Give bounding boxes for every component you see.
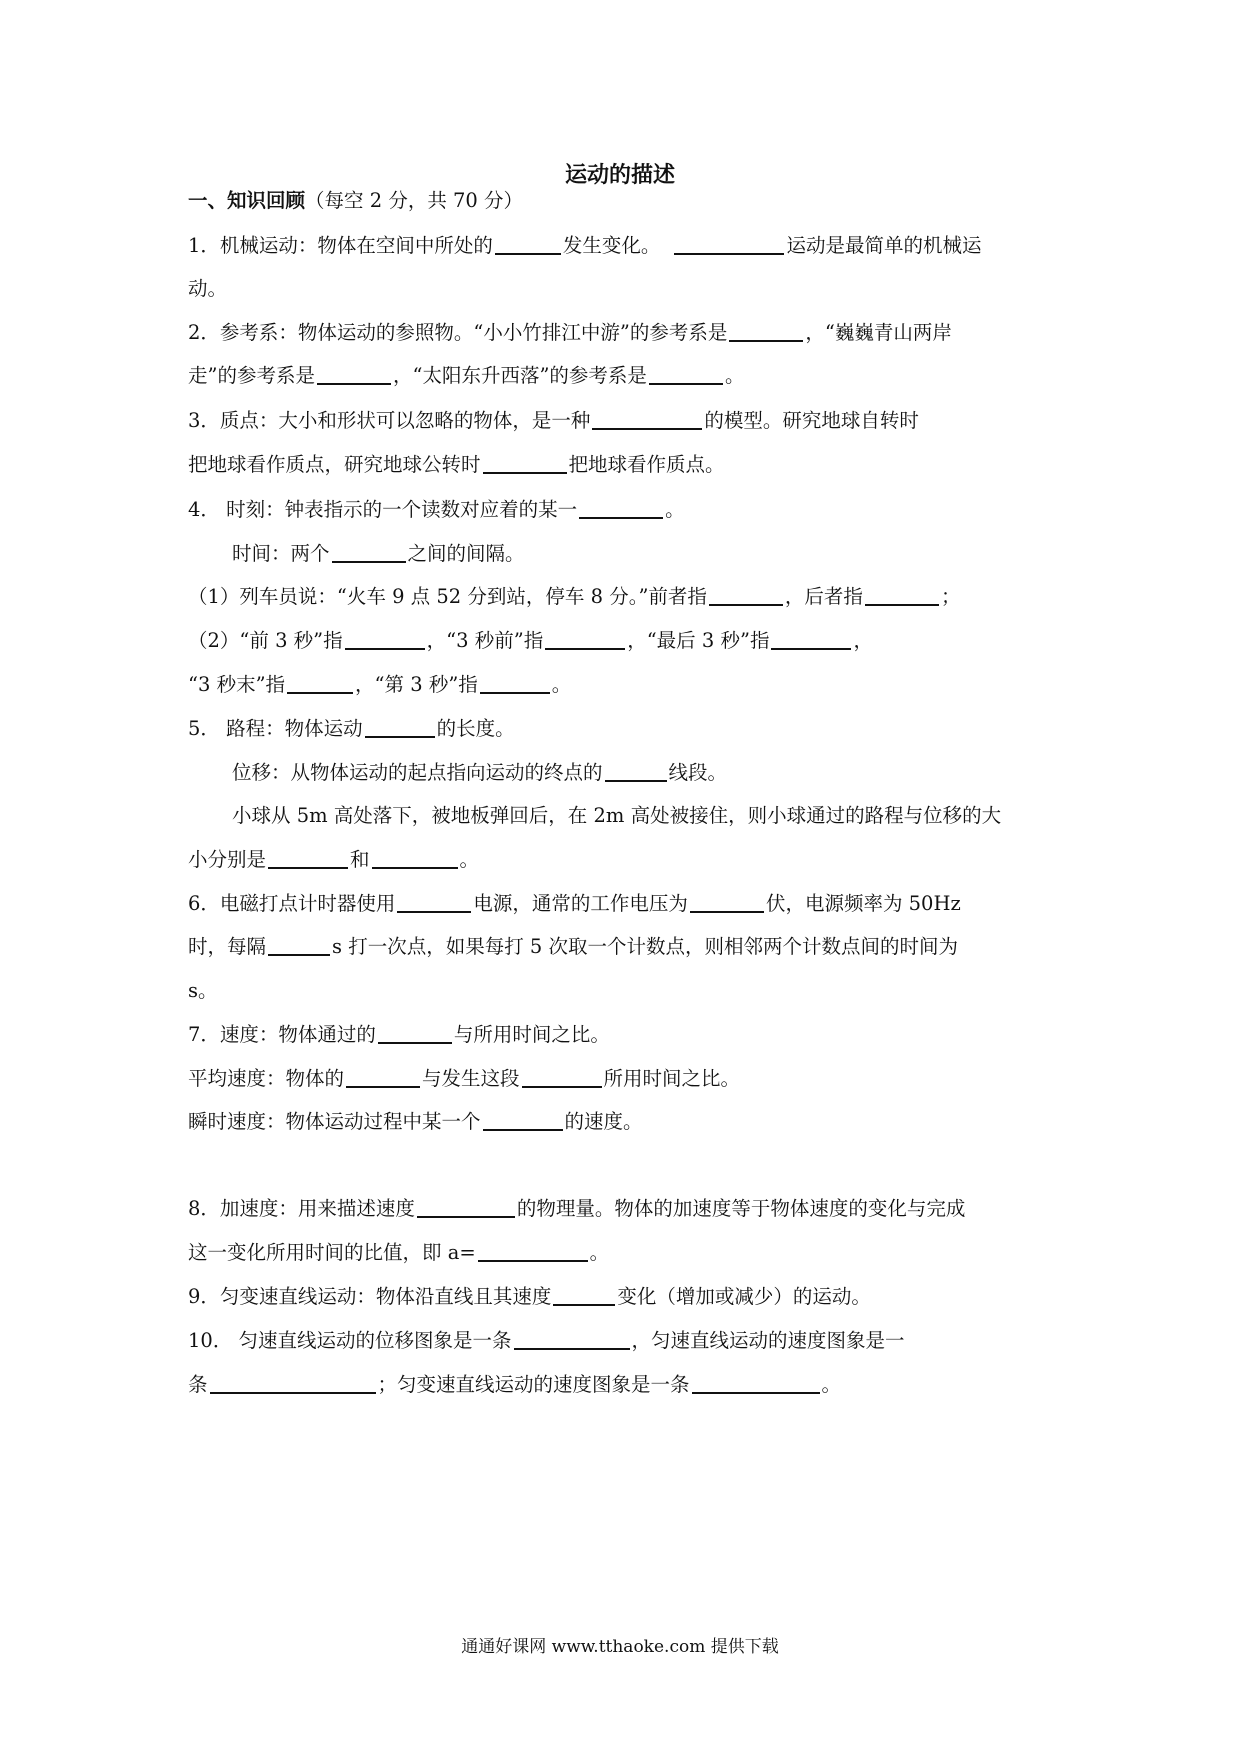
text: 这一变化所用时间的比值，即 a=: [188, 1241, 476, 1264]
text: ，“3 秒前”指: [426, 629, 544, 652]
text: 10． 匀速直线运动的位移图象是一条: [188, 1329, 512, 1352]
q4-line-1: [188, 497, 1058, 523]
q5-line-4: [188, 847, 1058, 873]
answer-blank[interactable]: [865, 584, 939, 606]
q6-line-1: [188, 891, 1058, 917]
text: ，“太阳东升西落”的参考系是: [392, 364, 647, 387]
text: 时，每隔: [188, 935, 267, 958]
q5-line-3: [232, 803, 1102, 829]
q4-line-5: [188, 672, 1058, 698]
text: 2．参考系：物体运动的参照物。“小小竹排江中游”的参考系是: [188, 321, 728, 344]
text: ，“巍巍青山两岸: [805, 321, 952, 344]
text: 小分别是: [188, 848, 267, 871]
q8-line-2: [188, 1240, 1058, 1266]
text: 8．加速度：用来描述速度: [188, 1197, 415, 1220]
answer-blank[interactable]: [495, 233, 561, 255]
answer-blank[interactable]: [690, 891, 764, 913]
q5-line-2: [232, 760, 1102, 786]
answer-blank[interactable]: [522, 1066, 602, 1088]
q9-line: [188, 1284, 1058, 1310]
document-title: 运动的描述: [564, 163, 675, 188]
text: 7．速度：物体通过的: [188, 1023, 376, 1046]
q6-line-2: [188, 934, 1058, 960]
text: 的速度。: [564, 1110, 643, 1133]
answer-blank[interactable]: [317, 363, 391, 385]
q6-line-3: [188, 978, 1058, 1004]
answer-blank[interactable]: [483, 452, 567, 474]
text: 发生变化。: [562, 234, 661, 257]
section-heading: [188, 188, 1058, 214]
text: 4． 时刻：钟表指示的一个读数对应着的某一: [188, 498, 578, 521]
text: 。: [821, 1373, 842, 1396]
answer-blank[interactable]: [592, 408, 702, 430]
q3-line-2: [188, 452, 1058, 478]
text: ；: [940, 585, 961, 608]
text: 把地球看作质点。: [568, 453, 725, 476]
text: 条: [188, 1373, 208, 1396]
answer-blank[interactable]: [268, 934, 330, 956]
section-note: （每空 2 分，共 70 分）: [305, 189, 524, 212]
answer-blank[interactable]: [332, 541, 406, 563]
answer-blank[interactable]: [674, 233, 784, 255]
answer-blank[interactable]: [579, 497, 663, 519]
text: 小球从 5m 高处落下，被地板弹回后，在 2m 高处被接住，则小球通过的路程与位移的大: [232, 804, 1002, 827]
q2-line-1: [188, 320, 1058, 346]
answer-blank[interactable]: [397, 891, 471, 913]
page-footer: 通通好课网 www.tthaoke.com 提供下载: [461, 1637, 779, 1657]
answer-blank[interactable]: [545, 628, 625, 650]
text: （2）“前 3 秒”指: [188, 629, 343, 652]
q4-line-4: [188, 628, 1058, 654]
text: 与所用时间之比。: [453, 1023, 610, 1046]
q8-line-1: [188, 1196, 1058, 1222]
answer-blank[interactable]: [692, 1372, 820, 1394]
answer-blank[interactable]: [771, 628, 851, 650]
answer-blank[interactable]: [210, 1372, 376, 1394]
text: 和: [350, 848, 370, 871]
text: 。: [589, 1241, 610, 1264]
text: 所用时间之比。: [603, 1067, 741, 1090]
text: 电源，通常的工作电压为: [473, 892, 688, 915]
text: 线段。: [668, 761, 728, 784]
answer-blank[interactable]: [480, 672, 550, 694]
text: ，“第 3 秒”指: [355, 673, 478, 696]
answer-blank[interactable]: [372, 847, 458, 869]
text: 的长度。: [436, 717, 515, 740]
q10-line-2: [188, 1372, 1058, 1398]
text: “3 秒末”指: [188, 673, 286, 696]
text: 的模型。研究地球自转时: [704, 409, 919, 432]
text: 。: [665, 498, 685, 521]
answer-blank[interactable]: [346, 1066, 420, 1088]
q4-line-2: [232, 541, 1102, 567]
q7-line-2: [188, 1066, 1058, 1092]
q5-line-1: [188, 716, 1058, 742]
text: 1．机械运动：物体在空间中所处的: [188, 234, 493, 257]
text: 9．匀变速直线运动：物体沿直线且其速度: [188, 1285, 552, 1308]
text: ，后者指: [784, 585, 863, 608]
text: 变化（增加或减少）的运动。: [617, 1285, 871, 1308]
text: 与发生这段: [422, 1067, 520, 1090]
text: s 打一次点，如果每打 5 次取一个计数点，则相邻两个计数点间的时间为: [332, 935, 959, 958]
answer-blank[interactable]: [345, 628, 425, 650]
text: 运动是最简单的机械运: [786, 234, 982, 257]
section-head: 一、知识回顾: [188, 189, 306, 212]
q7-line-1: [188, 1022, 1058, 1048]
answer-blank[interactable]: [553, 1284, 615, 1306]
text: 时间：两个: [232, 542, 330, 565]
text: 。: [459, 848, 480, 871]
text: 5． 路程：物体运动: [188, 717, 363, 740]
answer-blank[interactable]: [605, 760, 667, 782]
answer-blank[interactable]: [709, 584, 783, 606]
text: 动。: [188, 277, 228, 300]
answer-blank[interactable]: [478, 1240, 588, 1262]
q2-line-2: [188, 363, 1058, 389]
q7-line-3: [188, 1109, 1058, 1135]
answer-blank[interactable]: [514, 1328, 630, 1350]
text: ，“最后 3 秒”指: [627, 629, 770, 652]
text: ，: [853, 629, 873, 652]
answer-blank[interactable]: [378, 1022, 452, 1044]
q10-line-1: [188, 1328, 1058, 1354]
q1-line-1: [188, 233, 1058, 259]
answer-blank[interactable]: [365, 716, 435, 738]
text: 6．电磁打点计时器使用: [188, 892, 396, 915]
text: 伏，电源频率为 50Hz: [765, 892, 961, 915]
answer-blank[interactable]: [649, 363, 723, 385]
answer-blank[interactable]: [268, 847, 348, 869]
answer-blank[interactable]: [417, 1196, 515, 1218]
text: 把地球看作质点，研究地球公转时: [188, 453, 481, 476]
text: 平均速度：物体的: [188, 1067, 345, 1090]
text: 的物理量。物体的加速度等于物体速度的变化与完成: [516, 1197, 966, 1220]
answer-blank[interactable]: [483, 1109, 563, 1131]
answer-blank[interactable]: [729, 320, 803, 342]
text: ；匀变速直线运动的速度图象是一条: [377, 1373, 690, 1396]
text: 。: [551, 673, 572, 696]
text: 3．质点：大小和形状可以忽略的物体，是一种: [188, 409, 591, 432]
text: s。: [188, 979, 218, 1002]
text: 走”的参考系是: [188, 364, 315, 387]
text: （1）列车员说：“火车 9 点 52 分到站，停车 8 分。”前者指: [188, 585, 707, 608]
text: 瞬时速度：物体运动过程中某一个: [188, 1110, 481, 1133]
text: 。: [724, 364, 745, 387]
q1-line-2: [188, 276, 1058, 302]
text: 位移：从物体运动的起点指向运动的终点的: [232, 761, 603, 784]
text: 之间的间隔。: [407, 542, 525, 565]
answer-blank[interactable]: [287, 672, 353, 694]
q4-line-3: [188, 584, 1058, 610]
q3-line-1: [188, 408, 1058, 434]
text: ，匀速直线运动的速度图象是一: [631, 1329, 905, 1352]
